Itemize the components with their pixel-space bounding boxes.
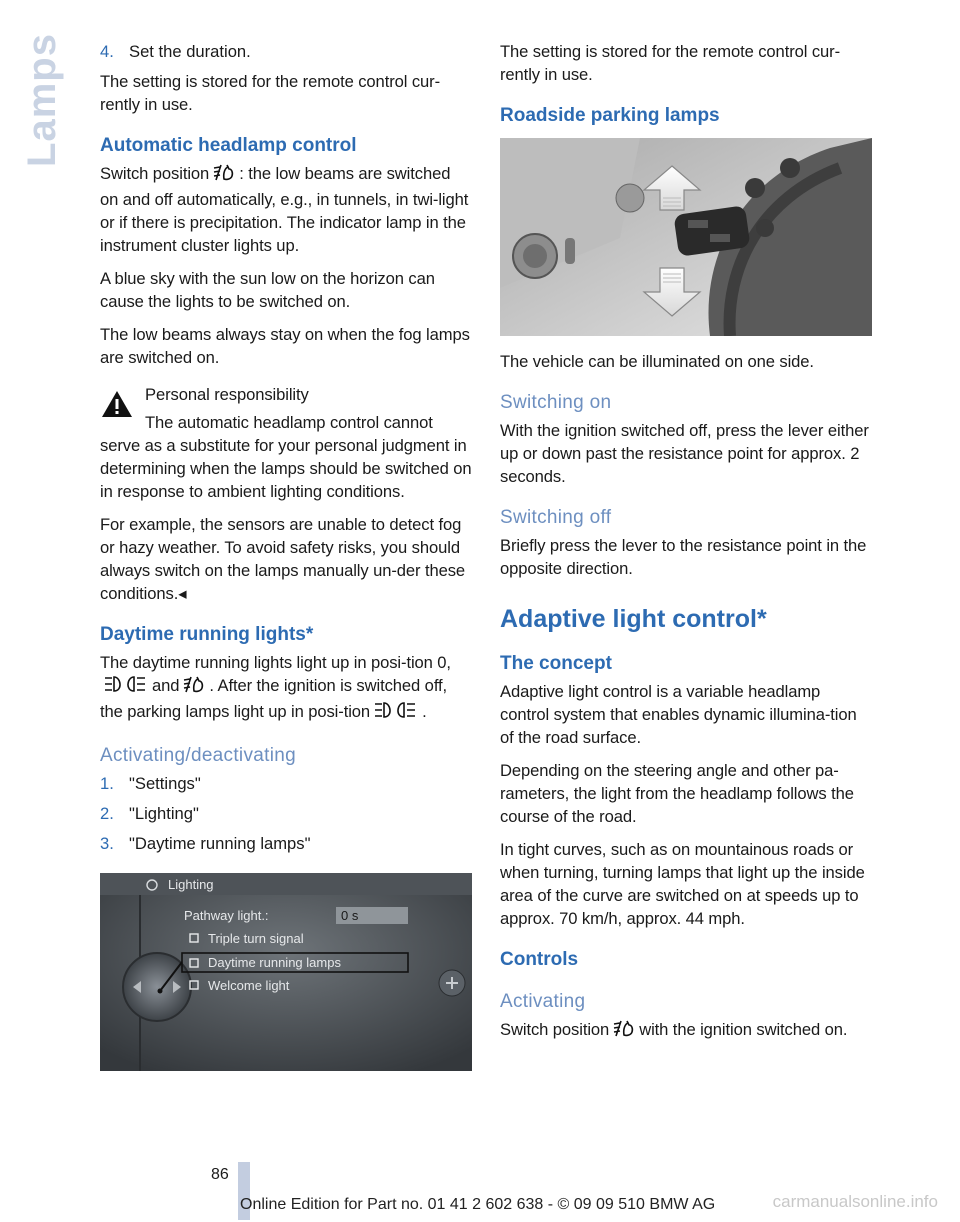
steering-lever-image [500,138,872,336]
auto-headlamp-icon [183,676,205,700]
concept-heading: The concept [500,653,612,674]
switching-on-paragraph: With the ignition switched off, press the lever either up or down past the resistance point for approx. 2 seconds. [500,421,869,486]
warning-block [100,383,472,605]
screen-title: Lighting [168,877,214,892]
switching-on-heading: Switching on [500,392,612,413]
controls-heading: Controls [500,949,579,970]
warning-triangle-icon [100,389,134,424]
auto-headlamp-heading: Automatic headlamp control [100,135,357,156]
option-daytime-running-lamps: Daytime running lamps [208,955,341,970]
pathway-light-value: 0 s [341,908,359,923]
option-welcome-light: Welcome light [208,978,290,993]
side-chapter-title: Lamps [20,33,64,167]
watermark: carmanualsonline.info [772,1192,938,1211]
page-number: 86 [211,1166,229,1183]
switching-off-paragraph: Briefly press the lever to the resistance point in the opposite direction. [500,536,867,578]
parking-lamps-icon [104,674,148,700]
concept-paragraph-3: In tight curves, such as on mountainous roads or when turning, turning lamps that light up the inside area of the curve are switched on at speeds up to approx. 70 km/h, approx. 44 mph. [500,840,865,928]
auto-headlamp-paragraph-3: The low beams always stay on when the fog lamps are switched on. [100,325,470,367]
step-4 [100,40,472,63]
daytime-running-lights-paragraph: The daytime running lights light up in posi-tion 0,and . After the ignition is switched off, the parking lamps light up in posi-tion . [100,651,472,726]
daytime-running-lights-heading: Daytime running lights* [100,624,314,645]
auto-headlamp-paragraph: Switch position : the low beams are switched on and off automatically, e.g., in tunnels, in twi-light or if there is precipitation. The indicator lamp in the instrument cluster lights up. [100,164,469,255]
auto-headlamp-icon [213,164,235,188]
auto-headlamp-paragraph-2: A blue sky with the sun low on the horizon can cause the lights to be switched on. [100,269,435,311]
step-3: 3. "Daytime running lamps" [100,834,311,853]
option-triple-turn-signal: Triple turn signal [208,931,304,946]
step-number: 4. [100,42,114,61]
warning-paragraph-2: For example, the sensors are unable to detect fog or hazy weather. To avoid safety risks, you should always switch on the lamps manually un-der these conditions.◂ [100,515,466,603]
switching-off-heading: Switching off [500,507,612,528]
step-1: 1. "Settings" [100,774,201,793]
adaptive-light-control-heading: Adaptive light control* [500,605,767,633]
parking-lamps-icon [374,700,418,726]
right-column [500,40,872,1054]
left-column [100,40,472,1071]
pathway-light-label: Pathway light.: [184,908,269,923]
auto-headlamp-icon [613,1020,635,1044]
stored-note: The setting is stored for the remote control cur-rently in use. [100,72,441,114]
activating-deactivating-heading: Activating/deactivating [100,745,296,766]
roadside-parking-heading: Roadside parking lamps [500,105,720,126]
stored-note-right: The setting is stored for the remote control cur-rently in use. [500,42,841,84]
warning-heading: Personal responsibility [145,385,309,404]
idrive-lighting-menu-image [100,873,472,1071]
concept-paragraph-1: Adaptive light control is a variable headlamp control system that enables dynamic illumina-tion of the road surface. [500,682,857,747]
step-text: Set the duration. [129,42,251,61]
step-2: 2. "Lighting" [100,804,199,823]
roadside-parking-paragraph: The vehicle can be illuminated on one side. [500,352,814,371]
concept-paragraph-2: Depending on the steering angle and other pa-rameters, the light from the headlamp follows the course of the road. [500,761,854,826]
footer-edition: Online Edition for Part no. 01 41 2 602 638 - © 09 09 510 BMW AG [240,1196,716,1213]
activating-paragraph: Switch position with the ignition switched on. [500,1018,872,1044]
activating-heading: Activating [500,991,586,1012]
warning-paragraph: The automatic headlamp control cannot serve as a substitute for your personal judgment in determining when the lamps should be switched on in response to ambient lighting conditions. [100,413,472,501]
